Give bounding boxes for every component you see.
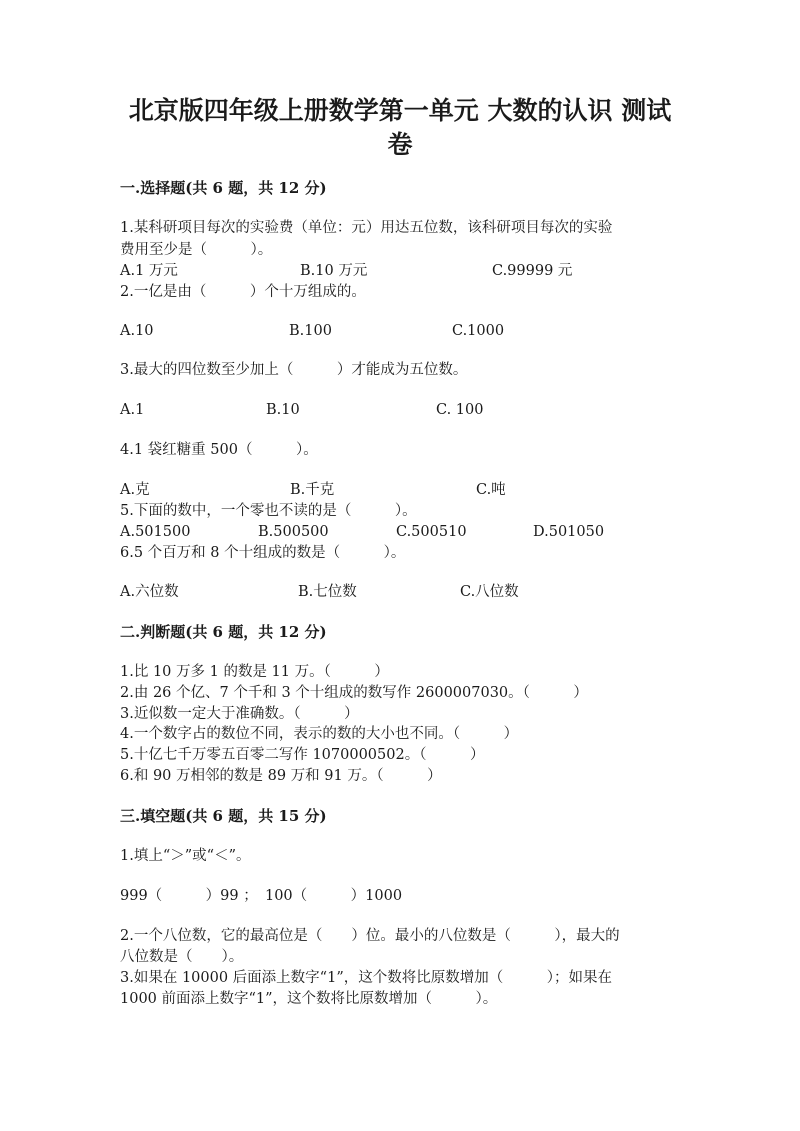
question-6-option-a: A.六位数 bbox=[120, 584, 179, 600]
question-1-stem-line-2: 费用至少是（ ）。 bbox=[120, 242, 273, 258]
question-2-option-a: A.10 bbox=[120, 323, 154, 339]
question-3-option-b: B.10 bbox=[266, 402, 300, 418]
page-title bbox=[100, 94, 700, 162]
question-5-option-c: C.500510 bbox=[396, 524, 467, 540]
question-3-option-c: C. 100 bbox=[436, 402, 484, 418]
title-line-1: 北京版四年级上册数学第一单元 大数的认识 测试 bbox=[128, 96, 672, 125]
judgment-item-6: 6.和 90 万相邻的数是 89 万和 91 万。（ ） bbox=[120, 768, 442, 784]
question-6-stem: 6.5 个百万和 8 个十组成的数是（ ）。 bbox=[120, 545, 406, 561]
question-1-stem-line-1: 1.某科研项目每次的实验费（单位：元）用达五位数，该科研项目每次的实验 bbox=[120, 220, 613, 236]
fill-question-2-line-1: 2.一个八位数，它的最高位是（ ）位。最小的八位数是（ ），最大的 bbox=[120, 928, 620, 944]
question-6-option-b: B.七位数 bbox=[298, 584, 357, 600]
fill-question-3-line-1: 3.如果在 10000 后面添上数字“1”，这个数将比原数增加（ ）；如果在 bbox=[120, 970, 612, 986]
fill-question-2-line-2: 八位数是（ ）。 bbox=[120, 949, 244, 965]
question-4-option-c: C.吨 bbox=[476, 482, 506, 498]
question-1-option-c: C.99999 元 bbox=[492, 263, 573, 279]
question-3-stem: 3.最大的四位数至少加上（ ）才能成为五位数。 bbox=[120, 362, 468, 378]
judgment-item-3: 3.近似数一定大于准确数。（ ） bbox=[120, 706, 359, 722]
question-4-stem: 4.1 袋红糖重 500（ ）。 bbox=[120, 442, 318, 458]
title-line-2: 卷 bbox=[387, 130, 413, 159]
fill-question-1-stem: 1.填上“＞”或“＜”。 bbox=[120, 848, 251, 864]
judgment-item-4: 4.一个数字占的数位不同，表示的数的大小也不同。（ ） bbox=[120, 726, 519, 742]
section-heading-choice: 一.选择题(共 6 题，共 12 分) bbox=[120, 179, 327, 197]
judgment-item-1: 1.比 10 万多 1 的数是 11 万。（ ） bbox=[120, 664, 389, 680]
question-4-option-b: B.千克 bbox=[290, 482, 335, 498]
question-1-option-b: B.10 万元 bbox=[300, 263, 368, 279]
question-2-option-c: C.1000 bbox=[452, 323, 505, 339]
question-6-option-c: C.八位数 bbox=[460, 584, 519, 600]
question-2-stem: 2.一亿是由（ ）个十万组成的。 bbox=[120, 284, 366, 300]
judgment-item-2: 2.由 26 个亿、7 个千和 3 个十组成的数写作 2600007030。（ ） bbox=[120, 685, 588, 701]
question-3-option-a: A.1 bbox=[120, 402, 145, 418]
section-heading-fill-in: 三.填空题(共 6 题，共 15 分) bbox=[120, 807, 327, 825]
question-5-stem: 5.下面的数中，一个零也不读的是（ ）。 bbox=[120, 503, 417, 519]
question-4-option-a: A.克 bbox=[120, 482, 150, 498]
section-heading-judgment: 二.判断题(共 6 题，共 12 分) bbox=[120, 623, 327, 641]
question-5-option-d: D.501050 bbox=[533, 524, 605, 540]
fill-question-1-comparison: 999（ ）99 ； 100（ ）1000 bbox=[120, 888, 403, 904]
question-5-option-b: B.500500 bbox=[258, 524, 329, 540]
judgment-item-5: 5.十亿七千万零五百零二写作 1070000502。（ ） bbox=[120, 747, 485, 763]
question-1-option-a: A.1 万元 bbox=[120, 263, 178, 279]
question-2-option-b: B.100 bbox=[289, 323, 332, 339]
question-5-option-a: A.501500 bbox=[120, 524, 191, 540]
fill-question-3-line-2: 1000 前面添上数字“1”，这个数将比原数增加（ ）。 bbox=[120, 991, 498, 1007]
